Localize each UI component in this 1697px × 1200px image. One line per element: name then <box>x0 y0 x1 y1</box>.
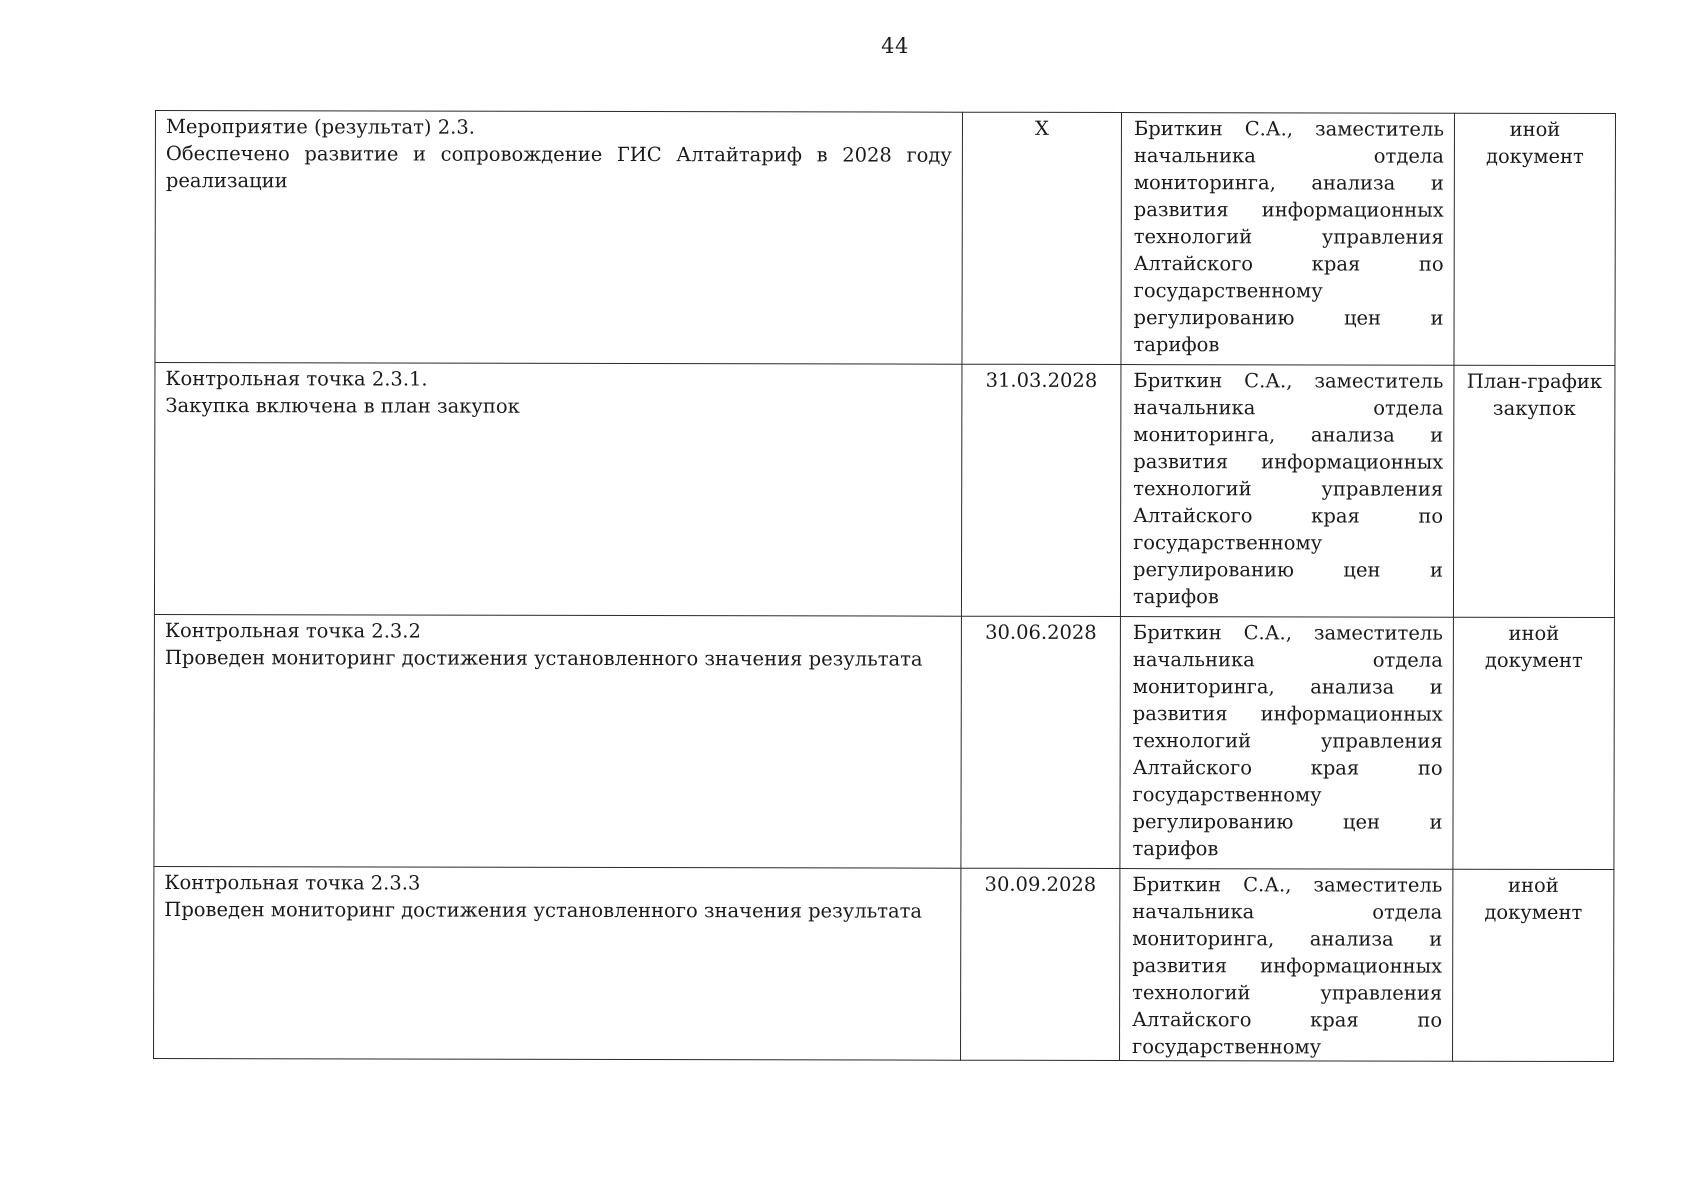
document-type: План-график <box>1466 369 1603 394</box>
row-date: 30.06.2028 <box>985 620 1097 644</box>
responsible-line: государственному <box>1132 1035 1322 1059</box>
document-type-continued: документ <box>1485 144 1584 168</box>
document-cell <box>1453 617 1615 869</box>
row-description-continued: реализации <box>165 169 288 193</box>
date-cell <box>962 112 1122 364</box>
date-cell <box>961 868 1120 1060</box>
row-title: Мероприятие (результат) 2.3. <box>165 115 475 139</box>
responsible-line: тарифов <box>1132 837 1219 861</box>
date-cell <box>961 616 1121 868</box>
responsible-line: технологий управления <box>1133 477 1444 501</box>
responsible-line: государственному <box>1133 531 1323 555</box>
row-date: 30.09.2028 <box>984 872 1097 896</box>
responsible-line: Бриткин С.А., заместитель <box>1132 621 1443 645</box>
responsible-line: технологий управления <box>1132 981 1443 1005</box>
responsible-line: Алтайского края по <box>1132 1008 1443 1032</box>
row-description: Проведен мониторинг достижения установленного значения результата <box>164 898 923 923</box>
document-type: иной <box>1509 117 1561 141</box>
responsible-line: регулированию цен и <box>1133 306 1444 330</box>
row-title: Контрольная точка 2.3.3 <box>164 871 421 895</box>
row-description: Обеспечено развитие и сопровождение ГИС Алтайтариф в 2028 году <box>165 142 952 167</box>
responsible-line: начальника отдела <box>1133 144 1444 168</box>
document-type: иной <box>1508 621 1560 645</box>
responsible-line: развития информационных <box>1132 954 1443 978</box>
document-type-continued: закупок <box>1492 396 1576 420</box>
responsible-line: развития информационных <box>1133 198 1444 222</box>
document-type-continued: документ <box>1484 900 1583 924</box>
responsible-line: мониторинга, анализа и <box>1132 675 1443 699</box>
row-title: Контрольная точка 2.3.1. <box>165 367 428 391</box>
responsible-cell <box>1121 113 1455 366</box>
responsible-cell <box>1120 869 1453 1062</box>
row-title: Контрольная точка 2.3.2 <box>164 619 421 643</box>
row-date: 31.03.2028 <box>985 368 1098 392</box>
responsible-line: государственному <box>1133 279 1323 303</box>
responsible-line: мониторинга, анализа и <box>1132 927 1443 951</box>
responsible-line: тарифов <box>1133 333 1220 357</box>
responsible-line: развития информационных <box>1133 450 1444 474</box>
document-cell <box>1454 113 1616 365</box>
document-cell <box>1453 365 1615 617</box>
description-cell <box>155 111 963 365</box>
document-type-continued: документ <box>1484 648 1583 672</box>
table-row <box>154 614 1615 869</box>
page-number: 44 <box>881 34 909 58</box>
row-date: X <box>1034 116 1049 140</box>
table-row <box>154 866 1614 1061</box>
document-cell <box>1453 869 1614 1061</box>
description-cell <box>154 363 962 617</box>
responsible-line: Бриткин С.А., заместитель <box>1133 369 1444 393</box>
responsible-line: развития информационных <box>1132 702 1443 726</box>
responsible-line: начальника отдела <box>1133 396 1444 420</box>
responsible-line: регулированию цен и <box>1133 558 1444 582</box>
activities-table <box>153 110 1616 1062</box>
responsible-line: технологий управления <box>1133 225 1444 249</box>
row-description: Закупка включена в план закупок <box>165 394 520 418</box>
responsible-line: тарифов <box>1132 585 1219 609</box>
description-cell <box>154 866 961 1060</box>
description-cell <box>154 614 962 868</box>
document-type: иной <box>1507 873 1559 897</box>
table-row <box>154 363 1615 618</box>
responsible-line: Бриткин С.А., заместитель <box>1133 117 1444 141</box>
responsible-line: Алтайского края по <box>1133 252 1444 276</box>
responsible-line: мониторинга, анализа и <box>1133 423 1444 447</box>
date-cell <box>961 364 1121 616</box>
row-description: Проведен мониторинг достижения установленного значения результата <box>164 646 923 671</box>
responsible-cell <box>1120 365 1454 618</box>
responsible-line: регулированию цен и <box>1132 810 1443 834</box>
responsible-line: технологий управления <box>1132 729 1443 753</box>
responsible-line: Алтайского края по <box>1132 756 1443 780</box>
responsible-line: Бриткин С.А., заместитель <box>1132 873 1443 897</box>
responsible-cell <box>1120 617 1454 870</box>
responsible-line: государственному <box>1132 783 1322 807</box>
responsible-line: начальника отдела <box>1132 648 1443 672</box>
responsible-line: начальника отдела <box>1132 900 1443 924</box>
responsible-line: Алтайского края по <box>1133 504 1444 528</box>
responsible-line: мониторинга, анализа и <box>1133 171 1444 195</box>
table-row <box>155 111 1616 366</box>
